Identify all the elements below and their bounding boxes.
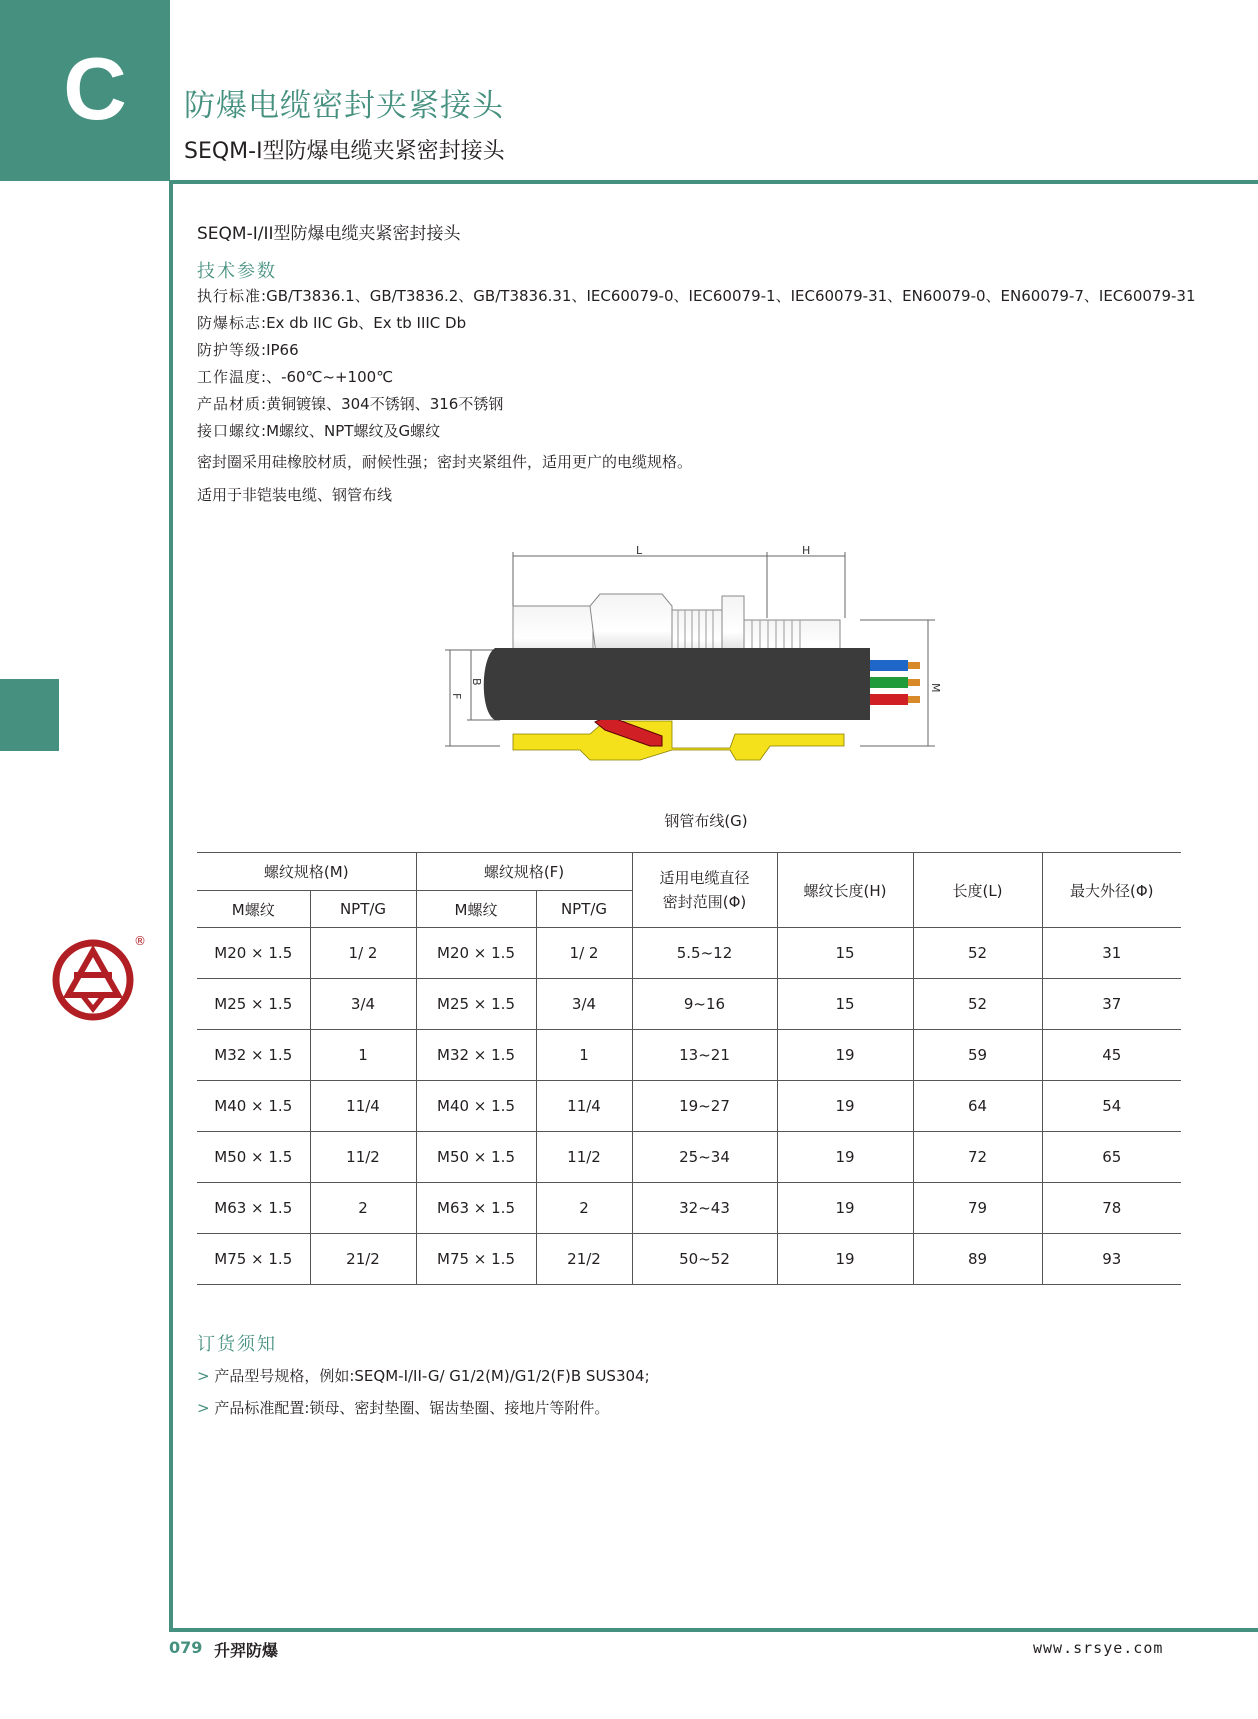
table-row xyxy=(197,928,1181,979)
category-letter: C xyxy=(63,39,127,138)
company-logo-icon xyxy=(52,933,144,1019)
table-row xyxy=(197,979,1181,1030)
table-cell: M75 × 1.5 xyxy=(416,1234,536,1285)
table-cell: 19 xyxy=(777,1030,913,1081)
table-cell: M32 × 1.5 xyxy=(416,1030,536,1081)
ordering-title: 订货须知 xyxy=(197,1334,277,1355)
table-cell: 19 xyxy=(777,1081,913,1132)
header-thread-length: 螺纹长度(H) xyxy=(777,853,913,928)
header-divider xyxy=(170,180,1258,184)
table-cell: 54 xyxy=(1042,1081,1181,1132)
spec-ex-marking: 防爆标志:Ex db IIC Gb、Ex tb IIIC Db xyxy=(197,314,467,332)
subheader-npt-g: NPT/G xyxy=(310,891,416,928)
spec-thread: 接口螺纹:M螺纹、NPT螺纹及G螺纹 xyxy=(197,422,441,440)
table-cell: 19~27 xyxy=(632,1081,777,1132)
product-subtitle: SEQM-I型防爆电缆夹紧密封接头 xyxy=(184,139,505,164)
table-cell: 59 xyxy=(913,1030,1042,1081)
header-thread-f: 螺纹规格(F) xyxy=(416,853,632,891)
spec-standard: 执行标准:GB/T3836.1、GB/T3836.2、GB/T3836.31、IEC60079-0、IEC60079-1、IEC60079-31、EN60079-0、EN60079-7、IEC60079-31 xyxy=(197,287,1196,305)
registered-mark: ® xyxy=(134,934,146,948)
table-cell: 11/2 xyxy=(536,1132,632,1183)
header-thread-m: 螺纹规格(M) xyxy=(197,853,416,891)
cable-gland-diagram xyxy=(440,538,960,778)
table-cell: 9~16 xyxy=(632,979,777,1030)
table-cell: 11/2 xyxy=(310,1132,416,1183)
table-cell: M50 × 1.5 xyxy=(416,1132,536,1183)
table-cell: 1/ 2 xyxy=(536,928,632,979)
table-cell: 65 xyxy=(1042,1132,1181,1183)
header-length: 长度(L) xyxy=(913,853,1042,928)
table-cell: 3/4 xyxy=(536,979,632,1030)
note-application: 适用于非铠装电缆、钢管布线 xyxy=(197,486,393,504)
table-cell: 78 xyxy=(1042,1183,1181,1234)
ordering-line: > 产品标准配置:锁母、密封垫圈、锯齿垫圈、接地片等附件。 xyxy=(197,1399,610,1417)
table-cell: 15 xyxy=(777,928,913,979)
table-row xyxy=(197,1183,1181,1234)
table-cell: 79 xyxy=(913,1183,1042,1234)
category-title: 防爆电缆密封夹紧接头 xyxy=(184,88,504,124)
table-cell: 52 xyxy=(913,928,1042,979)
table-cell: 11/4 xyxy=(310,1081,416,1132)
dim-label-m: M xyxy=(929,683,942,693)
table-cell: 25~34 xyxy=(632,1132,777,1183)
dim-label-l: L xyxy=(636,544,643,557)
table-cell: 11/4 xyxy=(536,1081,632,1132)
table-cell: 52 xyxy=(913,979,1042,1030)
footer-divider xyxy=(169,1628,1258,1632)
side-index-tab xyxy=(0,679,59,751)
website-url: www.srsye.com xyxy=(1033,1639,1164,1657)
table-cell: 21/2 xyxy=(310,1234,416,1285)
spec-material: 产品材质:黄铜镀镍、304不锈钢、316不锈钢 xyxy=(197,395,504,413)
table-cell: M63 × 1.5 xyxy=(416,1183,536,1234)
table-cell: 45 xyxy=(1042,1030,1181,1081)
table-cell: 93 xyxy=(1042,1234,1181,1285)
subheader-npt-g: NPT/G xyxy=(536,891,632,928)
table-row xyxy=(197,1234,1181,1285)
table-cell: 3/4 xyxy=(310,979,416,1030)
table-cell: 1 xyxy=(536,1030,632,1081)
subheader-m-thread: M螺纹 xyxy=(197,891,310,928)
dim-label-b: B xyxy=(470,678,483,686)
table-cell: M63 × 1.5 xyxy=(197,1183,310,1234)
table-cell: 72 xyxy=(913,1132,1042,1183)
page-number: 079 xyxy=(169,1638,203,1657)
header-max-od: 最大外径(Φ) xyxy=(1042,853,1181,928)
table-cell: 50~52 xyxy=(632,1234,777,1285)
table-cell: 32~43 xyxy=(632,1183,777,1234)
table-cell: 89 xyxy=(913,1234,1042,1285)
product-heading: SEQM-I/II型防爆电缆夹紧密封接头 xyxy=(197,224,461,244)
tech-params-title: 技术参数 xyxy=(197,261,277,282)
table-cell: 1 xyxy=(310,1030,416,1081)
spec-temperature: 工作温度:、-60℃~+100℃ xyxy=(197,368,394,386)
table-cell: 13~21 xyxy=(632,1030,777,1081)
table-cell: 19 xyxy=(777,1183,913,1234)
table-cell: 2 xyxy=(310,1183,416,1234)
table-cell: 2 xyxy=(536,1183,632,1234)
dim-label-h: H xyxy=(802,544,811,557)
brand-name: 升羿防爆 xyxy=(214,1641,279,1660)
table-cell: 5.5~12 xyxy=(632,928,777,979)
header-cable-range: 适用电缆直径 密封范围(Φ) xyxy=(632,853,777,928)
table-cell: 19 xyxy=(777,1234,913,1285)
table-cell: 21/2 xyxy=(536,1234,632,1285)
table-cell: M20 × 1.5 xyxy=(197,928,310,979)
spec-table xyxy=(197,852,1181,1285)
table-row xyxy=(197,1132,1181,1183)
table-cell: M32 × 1.5 xyxy=(197,1030,310,1081)
table-cell: 64 xyxy=(913,1081,1042,1132)
table-row xyxy=(197,1030,1181,1081)
diagram-caption: 钢管布线(G) xyxy=(664,812,748,830)
ordering-line: > 产品型号规格，例如:SEQM-I/II-G/ G1/2(M)/G1/2(F)B SUS304; xyxy=(197,1367,650,1385)
table-cell: 1/ 2 xyxy=(310,928,416,979)
left-margin-rule xyxy=(169,181,173,1632)
table-row xyxy=(197,1081,1181,1132)
table-cell: M25 × 1.5 xyxy=(416,979,536,1030)
table-cell: M40 × 1.5 xyxy=(416,1081,536,1132)
table-cell: M50 × 1.5 xyxy=(197,1132,310,1183)
dim-label-f: F xyxy=(450,693,463,700)
spec-ingress-protection: 防护等级:IP66 xyxy=(197,341,299,359)
table-cell: 19 xyxy=(777,1132,913,1183)
note-seal: 密封圈采用硅橡胶材质，耐候性强；密封夹紧组件，适用更广的电缆规格。 xyxy=(197,453,693,471)
table-cell: M25 × 1.5 xyxy=(197,979,310,1030)
table-cell: M75 × 1.5 xyxy=(197,1234,310,1285)
table-cell: 31 xyxy=(1042,928,1181,979)
subheader-m-thread: M螺纹 xyxy=(416,891,536,928)
table-cell: 15 xyxy=(777,979,913,1030)
table-cell: M40 × 1.5 xyxy=(197,1081,310,1132)
table-cell: 37 xyxy=(1042,979,1181,1030)
table-cell: M20 × 1.5 xyxy=(416,928,536,979)
